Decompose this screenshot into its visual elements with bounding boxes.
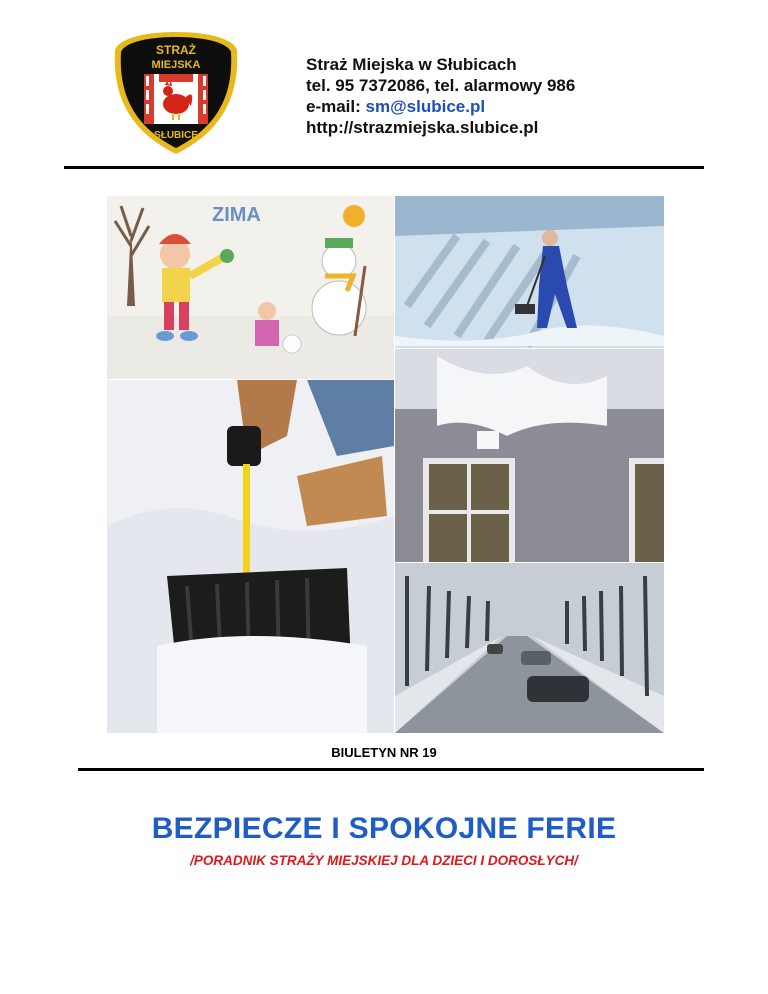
email-line [306,96,575,117]
badge-bottom-text: SŁUBICE [154,130,198,141]
email-label: e-mail: [306,97,366,116]
badge-middle-text: MIEJSKA [151,59,201,71]
page-subtitle: /PORADNIK STRAŻY MIEJSKIEJ DLA DZIECI I DOROSŁYCH/ [190,853,578,868]
top-divider [64,166,704,169]
snow-shovel-photo [107,380,394,733]
roof-shoveling-photo [395,196,664,348]
badge-top-text: STRAŻ [156,43,196,57]
organization-name: Straż Miejska w Słubicach [306,55,517,74]
icy-road-photo [395,563,664,733]
bottom-divider [78,768,704,771]
winter-photo-collage [107,196,664,733]
childrens-drawing-photo [107,196,394,379]
bulletin-number: BIULETYN NR 19 [331,745,437,760]
snow-falling-roof-photo [395,349,664,562]
page-title: BEZPIECZE I SPOKOJNE FERIE [151,812,617,845]
phone-line: tel. 95 7372086, tel. alarmowy 986 [306,76,576,95]
email-link[interactable]: sm@slubice.pl [365,97,486,116]
drawing-caption: ZIMA [212,204,261,226]
website-link[interactable]: http://strazmiejska.slubice.pl [306,118,539,137]
contact-block [306,54,575,138]
city-guard-badge [111,28,241,158]
